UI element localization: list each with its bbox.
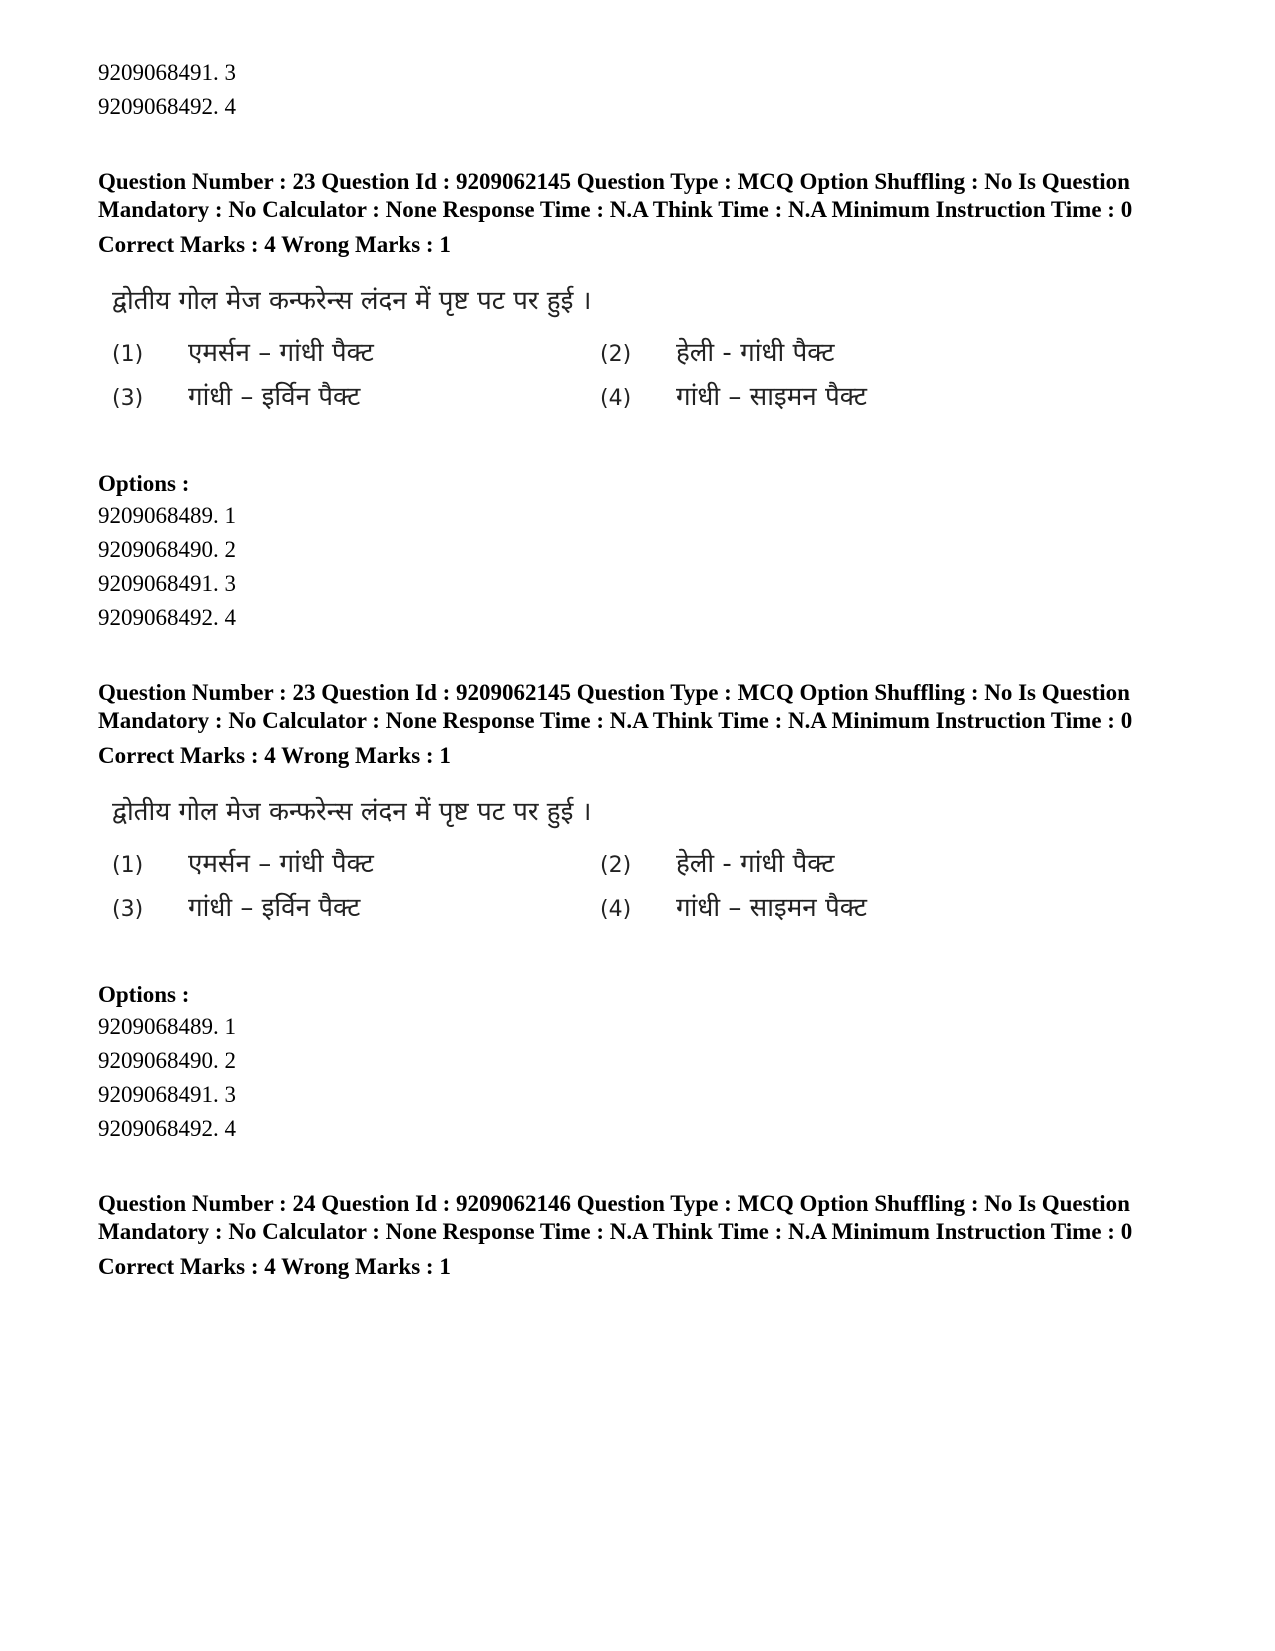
- choice-4: (4) गांधी – साइमन पैक्ट: [600, 893, 867, 923]
- option-line: 9209068489. 1: [98, 1014, 236, 1039]
- question-block: [98, 1190, 1178, 1281]
- question-marks: Correct Marks : 4 Wrong Marks : 1: [98, 743, 451, 768]
- option-line: 9209068492. 4: [98, 94, 236, 119]
- choice-4: (4) गांधी – साइमन पैक्ट: [600, 382, 867, 412]
- option-line: 9209068491. 3: [98, 1082, 236, 1107]
- question-text: द्वोतीय गोल मेज कन्फरेन्स लंदन में पृष्ट पट पर हुई ।: [112, 286, 592, 316]
- choice-3: (3) गांधी – इर्विन पैक्ट: [112, 382, 361, 412]
- document-page: [98, 56, 1178, 1281]
- question-text: द्वोतीय गोल मेज कन्फरेन्स लंदन में पृष्ट पट पर हुई ।: [112, 797, 592, 827]
- option-line: 9209068490. 2: [98, 537, 236, 562]
- options-label: Options :: [98, 982, 190, 1007]
- option-line: 9209068492. 4: [98, 605, 236, 630]
- options-label: Options :: [98, 471, 190, 496]
- question-image: [98, 794, 1178, 980]
- option-line: 9209068490. 2: [98, 1048, 236, 1073]
- option-line: 9209068491. 3: [98, 571, 236, 596]
- question-block: [98, 679, 1178, 1146]
- choice-3: (3) गांधी – इर्विन पैक्ट: [112, 893, 361, 923]
- question-metadata: Question Number : 23 Question Id : 9209062145 Question Type : MCQ Option Shuffling : No Is Question Mandatory : No Calculator : None Response Time : N.A Think Time : N.A Minimum Instruction Time : 0: [98, 169, 1133, 222]
- option-line: 9209068489. 1: [98, 503, 236, 528]
- question-metadata: Question Number : 23 Question Id : 9209062145 Question Type : MCQ Option Shuffling : No Is Question Mandatory : No Calculator : None Response Time : N.A Think Time : N.A Minimum Instruction Time : 0: [98, 680, 1133, 733]
- option-line: 9209068492. 4: [98, 1116, 236, 1141]
- option-line: 9209068491. 3: [98, 60, 236, 85]
- question-metadata: Question Number : 24 Question Id : 9209062146 Question Type : MCQ Option Shuffling : No Is Question Mandatory : No Calculator : None Response Time : N.A Think Time : N.A Minimum Instruction Time : 0: [98, 1191, 1133, 1244]
- question-image: [98, 283, 1178, 469]
- choice-1: (1) एमर्सन – गांधी पैक्ट: [112, 849, 374, 879]
- choice-1: (1) एमर्सन – गांधी पैक्ट: [112, 338, 374, 368]
- question-marks: Correct Marks : 4 Wrong Marks : 1: [98, 1254, 451, 1279]
- choice-2: (2) हेली - गांधी पैक्ट: [600, 338, 835, 368]
- choice-2: (2) हेली - गांधी पैक्ट: [600, 849, 835, 879]
- question-block: [98, 168, 1178, 635]
- question-marks: Correct Marks : 4 Wrong Marks : 1: [98, 232, 451, 257]
